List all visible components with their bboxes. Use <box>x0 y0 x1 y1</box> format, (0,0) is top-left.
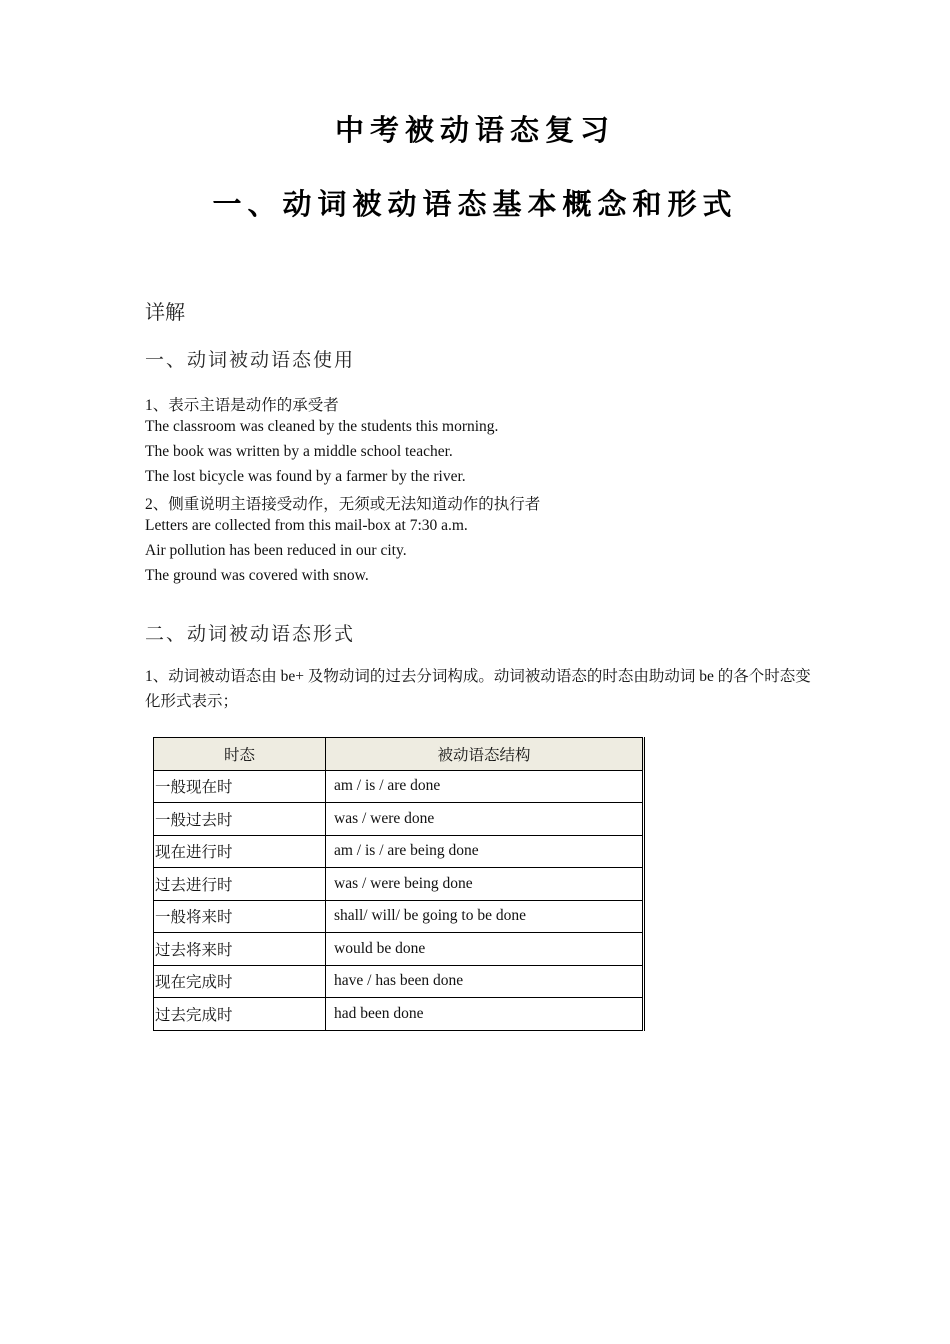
section1-line: The book was written by a middle school teacher. <box>145 443 453 460</box>
tense-cell: 一般过去时 <box>154 803 326 836</box>
tense-cell: 过去完成时 <box>154 998 326 1031</box>
tense-cell: 一般将来时 <box>154 900 326 933</box>
table-row <box>154 770 644 803</box>
structure-cell: had been done <box>326 998 644 1031</box>
header-structure: 被动语态结构 <box>326 738 644 771</box>
structure-cell: would be done <box>326 933 644 966</box>
table-row <box>154 998 644 1031</box>
structure-cell: shall/ will/ be going to be done <box>326 900 644 933</box>
section1-line: The ground was covered with snow. <box>145 567 369 584</box>
structure-cell: am / is / are done <box>326 770 644 803</box>
table-row <box>154 933 644 966</box>
section1-line: 2、侧重说明主语接受动作，无须或无法知道动作的执行者 <box>145 496 541 513</box>
table-row <box>154 965 644 998</box>
structure-cell: was / were done <box>326 803 644 836</box>
table-row <box>154 835 644 868</box>
section1-line: 1、表示主语是动作的承受者 <box>145 397 339 414</box>
detail-heading: 详解 <box>145 300 185 324</box>
tense-cell: 过去将来时 <box>154 933 326 966</box>
structure-cell: have / has been done <box>326 965 644 998</box>
section1-heading: 一、动词被动语态使用 <box>145 349 356 371</box>
section1-line: The classroom was cleaned by the students this morning. <box>145 418 499 435</box>
tense-cell: 过去进行时 <box>154 868 326 901</box>
section1-line: Air pollution has been reduced in our city. <box>145 542 407 559</box>
section2-heading: 二、动词被动语态形式 <box>145 623 356 645</box>
table-row <box>154 900 644 933</box>
document-title: 中考被动语态复习 <box>334 113 615 147</box>
table-row <box>154 803 644 836</box>
table-header-row <box>154 738 644 771</box>
header-tense: 时态 <box>154 738 326 771</box>
section1-line: Letters are collected from this mail-box at 7:30 a.m. <box>145 517 468 534</box>
document-subtitle: 一、动词被动语态基本概念和形式 <box>212 187 738 221</box>
tense-cell: 一般现在时 <box>154 770 326 803</box>
table-row <box>154 868 644 901</box>
structure-cell: was / were being done <box>326 868 644 901</box>
tense-cell: 现在完成时 <box>154 965 326 998</box>
tense-table <box>153 737 645 1031</box>
section2-paragraph: 1、动词被动语态由 be+ 及物动词的过去分词构成。动词被动语态的时态由助动词 be 的各个时态变化形式表示； <box>145 668 811 710</box>
section1-line: The lost bicycle was found by a farmer by the river. <box>145 468 466 485</box>
tense-cell: 现在进行时 <box>154 835 326 868</box>
structure-cell: am / is / are being done <box>326 835 644 868</box>
